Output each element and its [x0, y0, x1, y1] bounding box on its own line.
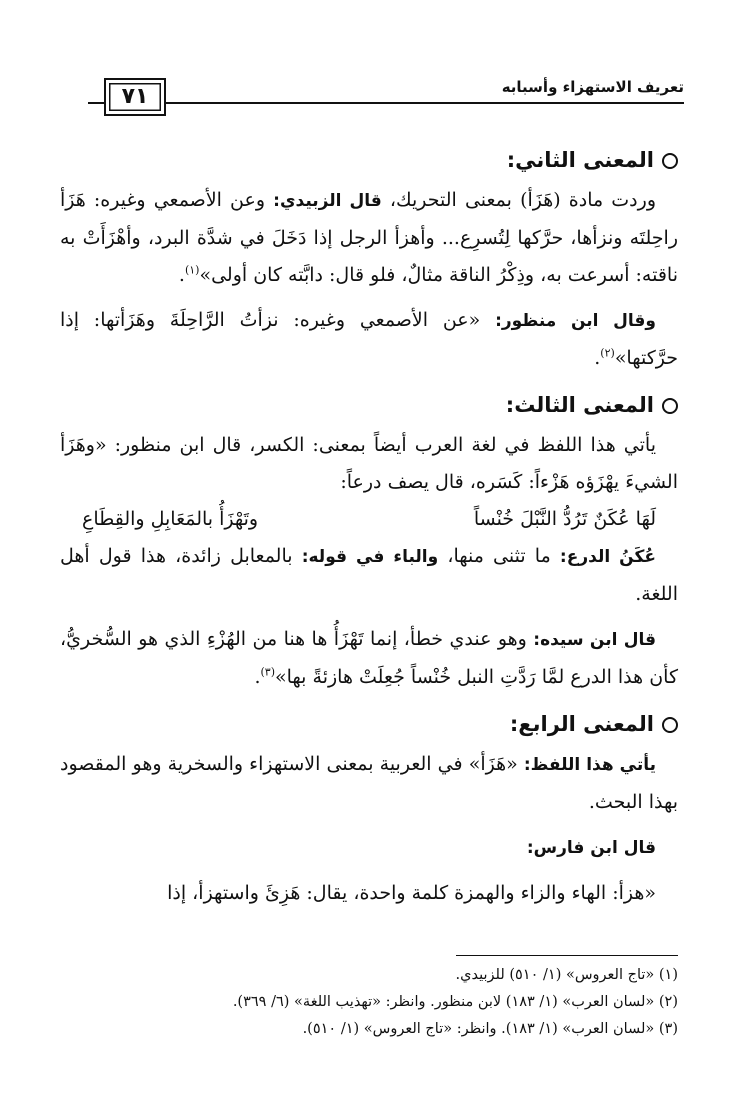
- footnote-ref: (٣): [260, 665, 276, 679]
- heading-second-meaning: المعنى الثاني:: [60, 138, 678, 182]
- footnote-3: (٣) «لسان العرب» (١/ ١٨٣). وانظر: «تاج العروس» (١/ ٥١٠).: [302, 1021, 678, 1037]
- heading-third-meaning: المعنى الثالث:: [60, 383, 678, 427]
- cited-author: قال ابن فارس:: [526, 838, 656, 858]
- footnote-1: (١) «تاج العروس» (١/ ٥١٠) للزبيدي.: [455, 967, 678, 983]
- running-title: تعريف الاستهزاء وأسبابه: [494, 76, 684, 98]
- paragraph: عُكَنُ الدرع: ما تثنى منها، والباء في قوله: بالمعابل زائدة، هذا قول أهل اللغة.: [60, 545, 678, 605]
- footnote-ref: (١): [184, 263, 200, 277]
- page-header: [88, 74, 684, 118]
- footnotes: [60, 962, 678, 1043]
- cited-author: قال الزبيدي:: [273, 191, 382, 211]
- page-number: ٧١: [104, 78, 166, 116]
- footnote-2: (٢) «لسان العرب» (١/ ١٨٣) لابن منظور. وانظر: «تهذيب اللغة» (٦/ ٣٦٩).: [232, 994, 678, 1010]
- cited-author: وقال ابن منظور:: [495, 311, 657, 331]
- header-rule: [88, 102, 684, 104]
- paragraph: وردت مادة (هَزَأ) بمعنى التحريك، قال الزبيدي: وعن الأصمعي وغيره: هَزَأ راحِلتَه ونزأها، حرَّكها لِتُسرِع... وأهزأ الرجل إذا دَخَلَ في شدَّة البرد، وأهْزَأَتْ به ناقته: أسرعت به، وذِكْرُ الناقة مثالٌ، فلو قال: دابَّته كان أولى»$^{(١)}$.: [60, 189, 678, 286]
- circle-bullet-icon: [662, 153, 678, 169]
- circle-bullet-icon: [662, 398, 678, 414]
- paragraph: وقال ابن منظور: «عن الأصمعي وغيره: نزأتُ الرَّاحِلَةَ وهَزَأتها: إذا حرَّكتها»$^{(٢)}$.: [60, 309, 678, 369]
- paragraph: «هزأ: الهاء والزاء والهمزة كلمة واحدة، يقال: هَزِئَ واستهزأ، إذا: [167, 882, 656, 904]
- verse-first-hemistich: لَهَا عُكَنٌ تَرُدُّ النَّبْلَ خُنْساً: [473, 508, 656, 530]
- footnote-ref: (٢): [600, 346, 615, 360]
- paragraph: قال ابن سيده: وهو عندي خطأ، إنما تَهْزَأُ ها هنا من الهُزْءِ الذي هو السُّخريُّ، كأن هذا الدرع لمَّا رَدَّتِ النبل خُنْساً جُعِلَتْ هازئةً بها»$^{(٣)}$.: [60, 628, 678, 688]
- poetry-verse: [60, 501, 678, 538]
- main-text: [60, 132, 678, 912]
- paragraph: يأتي هذا اللفظ في لغة العرب أيضاً بمعنى: الكسر، قال ابن منظور: «وهَزَأ الشيءَ يهْزَؤه هَزْءاً: كَسَره، قال يصف درعاً:: [60, 434, 678, 493]
- circle-bullet-icon: [662, 717, 678, 733]
- footnote-rule: [456, 955, 678, 956]
- cited-author: قال ابن سيده:: [533, 630, 656, 650]
- verse-second-hemistich: وتَهْزَأُ بالمَعَابِلِ والقِطَاعِ: [82, 508, 259, 530]
- heading-fourth-meaning: المعنى الرابع:: [60, 702, 678, 746]
- paragraph: [60, 829, 678, 867]
- paragraph: يأتي هذا اللفظ: «هَزَأ» في العربية بمعنى الاستهزاء والسخرية وهو المقصود بهذا البحث.: [60, 753, 678, 813]
